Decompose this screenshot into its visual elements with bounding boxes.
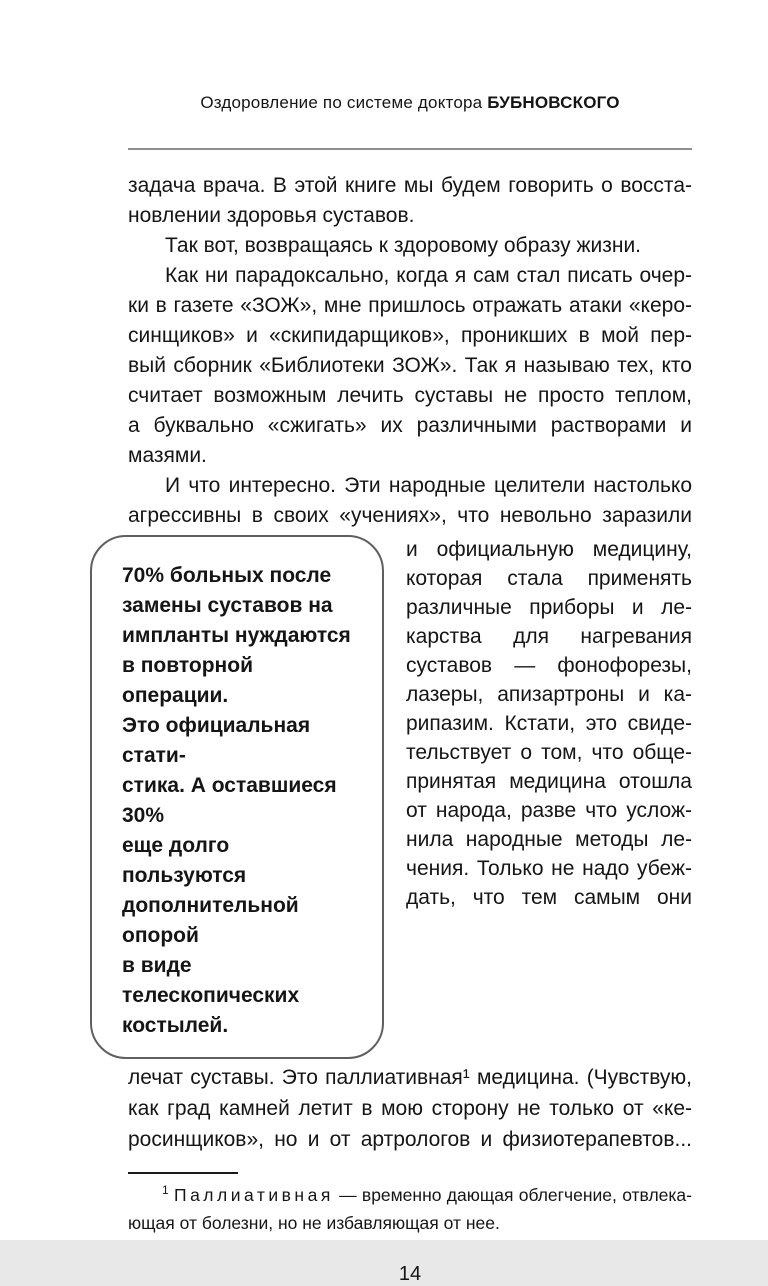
text-line: Так вот, возвращаясь к здоровому образу жизни. bbox=[165, 234, 642, 257]
text-line: в повторной операции. bbox=[122, 654, 253, 707]
text-line: мазями. bbox=[128, 444, 207, 467]
text-line: 70% больных после bbox=[122, 564, 332, 587]
footnote-term: Паллиативная bbox=[173, 1185, 334, 1205]
text-line: лазеры, апизартроны и ка- bbox=[406, 683, 692, 706]
text-line: И что интересно. Эти народные целители настолько bbox=[165, 474, 692, 497]
running-header-regular: Оздоровление по системе доктора bbox=[200, 93, 488, 112]
callout-wrap-row bbox=[122, 535, 692, 1059]
text-line: от народа, разве что услож- bbox=[406, 799, 692, 822]
footnote bbox=[128, 1172, 692, 1237]
text-line: принятая медицина отошла bbox=[406, 770, 692, 793]
body-text-top bbox=[128, 171, 692, 531]
text-line: замены суставов на bbox=[122, 594, 333, 617]
page-number: 14 bbox=[398, 1263, 422, 1285]
text-line: карства для нагревания bbox=[406, 625, 692, 648]
callout-box bbox=[90, 535, 384, 1059]
body-text-wrap-column bbox=[406, 535, 692, 912]
text-line: задача врача. В этой книге мы будем говорить о восста- bbox=[128, 174, 692, 197]
running-header-author: БУБНОВСКОГО bbox=[487, 93, 620, 112]
footnote-line-1 bbox=[128, 1181, 692, 1209]
text-line: Это официальная стати- bbox=[122, 714, 311, 767]
text-line: суставов — фонофорезы, bbox=[406, 654, 692, 677]
running-header bbox=[128, 0, 692, 113]
footnote-line-2: ющая от болезни, но не избавляющая от нее. bbox=[128, 1213, 500, 1233]
text-line: различные приборы и ле- bbox=[406, 596, 692, 619]
text-line: агрессивны в своих «учениях», что невольно заразили bbox=[128, 504, 692, 527]
text-line: дополнительной опорой bbox=[122, 894, 299, 947]
text-line: дать, что тем самым они bbox=[406, 886, 692, 909]
text-line: Как ни парадоксально, когда я сам стал писать очер- bbox=[165, 264, 692, 287]
text-line: и официальную медицину, bbox=[406, 538, 692, 561]
text-line: вый сборник «Библиотеки ЗОЖ». Так я называю тех, кто bbox=[128, 354, 692, 377]
text-line: ки в газете «ЗОЖ», мне пришлось отражать атаки «керо- bbox=[128, 294, 692, 317]
text-line: лечат суставы. Это паллиативная¹ медицина. (Чувствую, bbox=[128, 1066, 692, 1089]
text-line: в виде телескопических bbox=[122, 954, 300, 1007]
footnote-rule bbox=[128, 1172, 238, 1174]
text-line: импланты нуждаются bbox=[122, 624, 351, 647]
text-line: считает возможным лечить суставы не просто теплом, bbox=[128, 384, 692, 407]
text-line: костылей. bbox=[122, 1014, 229, 1037]
text-line: синщиков» и «скипидарщиков», проникших в мой пер- bbox=[128, 324, 692, 347]
footnote-marker: 1 bbox=[162, 1183, 169, 1198]
text-line: чения. Только не надо убеж- bbox=[406, 857, 692, 880]
text-line: а буквально «сжигать» их различными растворами и bbox=[128, 414, 692, 437]
body-text-bottom bbox=[128, 1062, 692, 1155]
header-rule bbox=[128, 148, 692, 150]
text-line: тельствует о том, что обще- bbox=[406, 741, 692, 764]
text-line: как град камней летит в мою сторону не только от «ке- bbox=[128, 1097, 692, 1120]
page-content bbox=[122, 0, 692, 1286]
text-line: новлении здоровья суставов. bbox=[128, 204, 415, 227]
text-line: нила народные методы ле- bbox=[406, 828, 692, 851]
footnote-definition: — временно дающая облегчение, отвлека- bbox=[339, 1185, 692, 1205]
text-line: которая стала применять bbox=[406, 567, 692, 590]
text-line: росинщиков», но и от артрологов и физиотерапевтов... bbox=[128, 1128, 692, 1151]
text-line: рипазим. Кстати, это свиде- bbox=[406, 712, 692, 735]
text-line: стика. А оставшиеся 30% bbox=[122, 774, 337, 827]
text-line: еще долго пользуются bbox=[122, 834, 247, 887]
